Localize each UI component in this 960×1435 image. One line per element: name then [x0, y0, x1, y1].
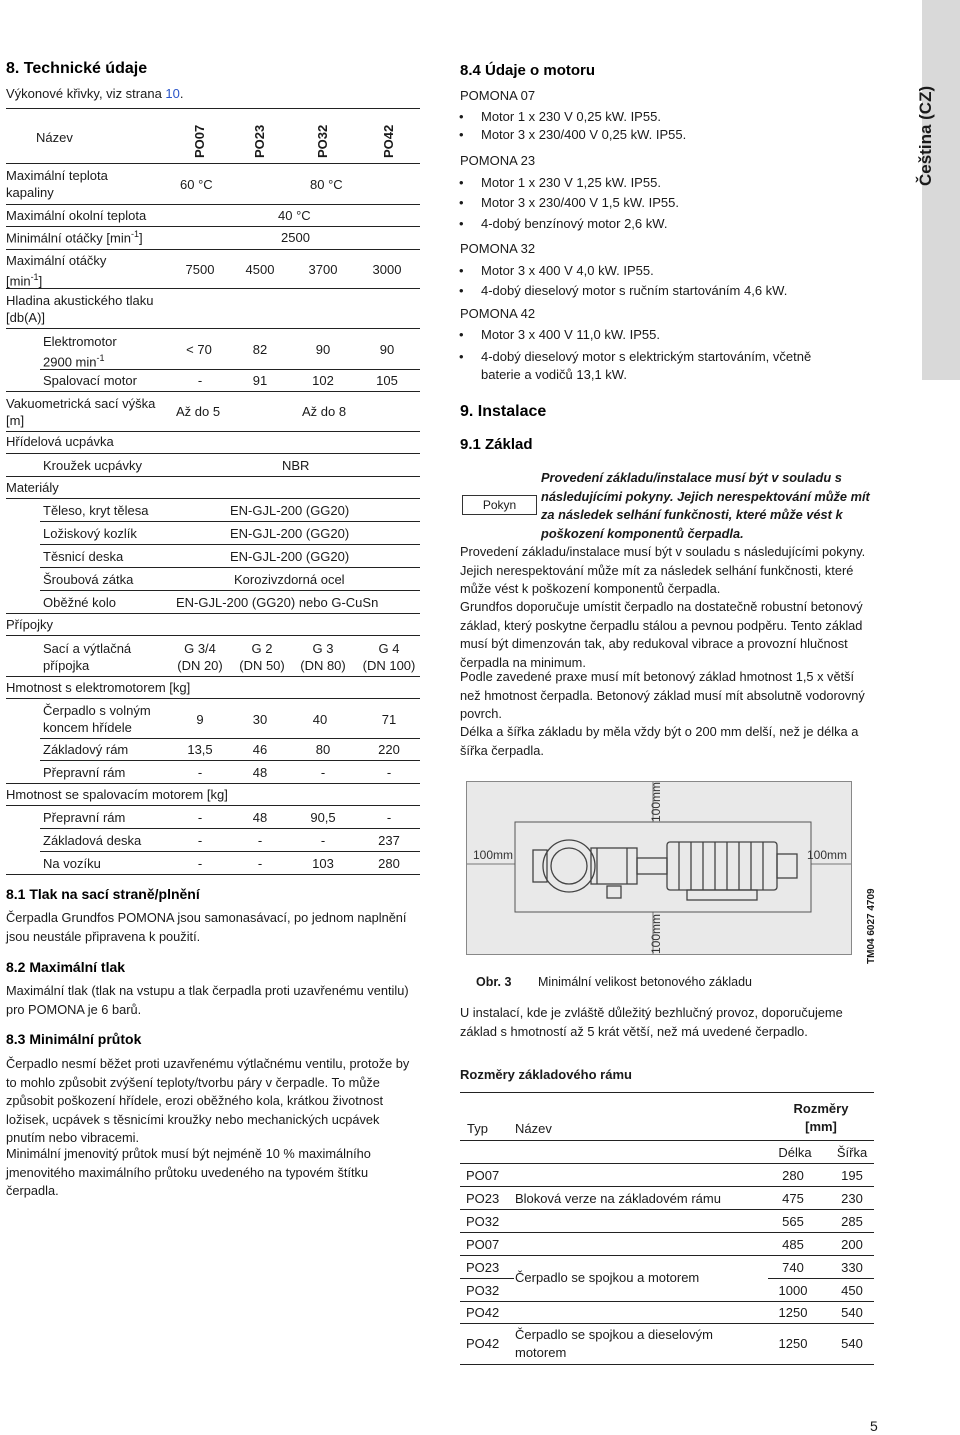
transport-frame2-po42: - — [386, 810, 392, 825]
min-speed-val: 2500 — [281, 230, 310, 245]
row-label-base-plate: Základová deska — [43, 833, 142, 848]
row-length: 1250 — [778, 1336, 808, 1351]
row-label-suction-discharge: Sací a výtlačná přípojka — [43, 641, 132, 673]
row-label-max-ambient: Maximální okolní teplota — [6, 208, 147, 223]
list-item: • Motor 3 x 230/400 V 0,25 kW. IP55. — [481, 127, 686, 142]
table-rule — [6, 498, 420, 499]
col-header-po42: PO42 — [381, 124, 396, 158]
language-tab-label: Čeština (CZ) — [916, 85, 935, 186]
row-label-bearing: Ložiskový kozlík — [43, 526, 137, 541]
min-speed-label-text: Minimální otáčky [min — [6, 230, 131, 246]
row-length: 475 — [782, 1191, 804, 1206]
row-width: 540 — [841, 1336, 863, 1351]
max-speed-label-line1: Maximální otáčky — [6, 253, 107, 268]
electromotor-label-text: 2900 min — [43, 354, 97, 370]
min-speed-close: ] — [139, 230, 143, 246]
conn-po42-thread: G 4 — [378, 641, 400, 656]
header-dimensions: Rozměry [mm] — [793, 1101, 849, 1134]
suction-others: Až do 8 — [302, 404, 347, 419]
row-label-free-shaft: Čerpadlo s volným koncem hřídele — [43, 703, 151, 735]
trolley-po23: - — [257, 856, 263, 871]
row-width: 285 — [841, 1214, 863, 1229]
max-speed-po32: 3700 — [308, 262, 338, 277]
section-heading-8-1: 8.1 Tlak na sací straně/plnění — [6, 886, 200, 902]
row-label-max-speed — [6, 252, 106, 289]
row-length: 485 — [782, 1237, 804, 1252]
transport-frame2-po32: 90,5 — [310, 810, 336, 825]
foundation-para-3: Podle zavedené praxe musí mít betonový základ hmotnost 1,5 x větší než hmotnost čerpadla. Betonový základ musí mít absolutně vodorovný povrch. — [460, 669, 865, 722]
page-number: 5 — [870, 1418, 878, 1434]
max-speed-po07: 7500 — [185, 262, 215, 277]
table-rule — [6, 783, 420, 784]
row-label-body: Těleso, kryt tělesa — [43, 503, 149, 518]
conn-po32-dn: (DN 80) — [300, 658, 346, 673]
row-width: 540 — [841, 1305, 863, 1320]
table-rule — [6, 249, 420, 250]
row-label-impeller: Oběžné kolo — [43, 595, 116, 610]
group-title-pomona42: POMONA 42 — [460, 306, 536, 321]
row-length: 740 — [782, 1260, 804, 1275]
table-rule — [460, 1301, 874, 1302]
curves-reference-suffix: . — [179, 86, 184, 101]
conn-po32-thread: G 3 — [312, 641, 334, 656]
section-heading-8-2: 8.2 Maximální tlak — [6, 959, 126, 975]
row-type: PO23 — [466, 1191, 500, 1206]
dim-bottom: 100mm — [649, 913, 663, 954]
section-heading-8: 8. Technické údaje — [6, 60, 148, 77]
row-type: PO07 — [466, 1237, 500, 1252]
row-width: 230 — [841, 1191, 863, 1206]
row-name-coupling: Čerpadlo se spojkou a motorem — [515, 1270, 700, 1285]
base-frame-po32: 80 — [315, 742, 331, 757]
noise-cm-po32: 102 — [312, 373, 334, 388]
conn-po23 — [232, 640, 292, 674]
header-width: Šířka — [836, 1145, 868, 1160]
row-label-min-speed — [6, 229, 143, 245]
electromotor-label-line2 — [43, 350, 117, 370]
row-type: PO32 — [466, 1214, 500, 1229]
list-item: • 4-dobý benzínový motor 2,6 kW. — [481, 216, 667, 231]
noise-cm-po07: - — [197, 373, 203, 388]
free-shaft-po32: 40 — [312, 712, 328, 727]
row-label-electromotor — [43, 333, 117, 370]
noise-em-po23: 82 — [252, 342, 268, 357]
section-8-3-text-1: Čerpadlo nesmí běžet proti uzavřenému výtlačnému ventilu, protože by to mohlo způsobit zvýšení teploty/tvorbu páry v čerpadle. To může způsobit poškození hřídele, erozi oběžného kola, krátkou životnost ložisek, ucpávek s těsnicími kroužky nebo mechanických ucpávek pnutím nebo vibracemi. — [6, 1056, 410, 1146]
col-header-po32: PO32 — [315, 124, 330, 158]
list-item: • Motor 1 x 230 V 1,25 kW. IP55. — [481, 175, 661, 190]
suction-po07: Až do 5 — [176, 404, 221, 419]
section-heading-8-4: 8.4 Údaje o motoru — [460, 62, 596, 79]
foundation-para-1: Provedení základu/instalace musí být v souladu s následujícími pokyny. Jejich nerespektování může mít za následek selhání funkčnosti, které může vést k poškození komponentů čerpadla. — [460, 544, 866, 597]
table-rule — [6, 108, 420, 109]
trolley-po32: 103 — [312, 856, 334, 871]
table-rule — [460, 1186, 874, 1187]
row-label-noise: Hladina akustického tlaku [db(A)] — [6, 293, 154, 325]
table-rule — [6, 698, 420, 699]
table-rule — [40, 851, 420, 852]
foundation-para-5: U instalací, kde je zvláště důležitý bezhlučný provoz, doporučujeme základ s hmotností až 5 krát větší, než má uvedené čerpadlo. — [460, 1005, 843, 1039]
section-8-2-text: Maximální tlak (tlak na vstupu a tlak čerpadla proti uzavřenému ventilu) pro POMONA je 6 barů. — [6, 983, 409, 1017]
row-length: 280 — [782, 1168, 804, 1183]
row-type: PO32 — [466, 1283, 500, 1298]
row-type: PO07 — [466, 1168, 500, 1183]
foundation-figure — [466, 781, 852, 955]
gasket-val: EN-GJL-200 (GG20) — [230, 549, 350, 564]
noise-cm-po42: 105 — [376, 373, 398, 388]
table-rule — [40, 521, 420, 522]
table-rule — [768, 1278, 874, 1279]
max-temp-po07: 60 °C — [180, 177, 213, 192]
row-type: PO23 — [466, 1260, 500, 1275]
figure-caption: Minimální velikost betonového základu — [538, 975, 753, 989]
section-heading-9: 9. Instalace — [460, 403, 547, 420]
curves-reference — [6, 86, 184, 101]
row-width: 450 — [841, 1283, 863, 1298]
table-rule — [460, 1140, 874, 1141]
max-speed-close: ] — [38, 273, 43, 289]
dim-left: 100mm — [473, 848, 514, 862]
table-rule — [460, 1163, 874, 1164]
row-label-weight-combustion: Hmotnost se spalovacím motorem [kg] — [6, 787, 228, 802]
table-rule — [6, 676, 420, 677]
transport-frame-po32: - — [320, 765, 326, 780]
table-rule — [460, 1255, 874, 1256]
notice-text: Provedení základu/instalace musí být v souladu s následujícími pokyny. Jejich nerespektování může mít za následek selhání funkčnosti, které může vést k poškození komponentů čerpadla. — [541, 470, 870, 541]
header-name: Název — [515, 1121, 552, 1136]
min-speed-sup: -1 — [130, 229, 139, 239]
list-item: • Motor 3 x 400 V 4,0 kW. IP55. — [481, 263, 654, 278]
row-label-shaft-seal: Hřídelová ucpávka — [6, 434, 114, 449]
max-speed-sup: -1 — [30, 272, 39, 282]
row-label-weight-electric: Hmotnost s elektromotorem [kg] — [6, 680, 191, 695]
conn-po23-thread: G 2 — [251, 641, 273, 656]
noise-cm-po23: 91 — [252, 373, 268, 388]
table-rule — [6, 391, 420, 392]
conn-po23-dn: (DN 50) — [239, 658, 285, 673]
table-rule — [6, 163, 420, 164]
base-plate-po32: - — [320, 833, 326, 848]
table-rule — [6, 635, 420, 636]
row-label-max-temp: Maximální teplota kapaliny — [6, 168, 108, 200]
row-label-transport-frame-2: Přepravní rám — [43, 810, 126, 825]
table-rule — [40, 760, 420, 761]
table-rule — [6, 805, 420, 806]
table-rule — [460, 1278, 514, 1279]
row-label-connections: Přípojky — [6, 617, 53, 632]
max-speed-po23: 4500 — [245, 262, 275, 277]
list-item: • Motor 1 x 230 V 0,25 kW. IP55. — [481, 109, 661, 124]
base-plate-po23: - — [257, 833, 263, 848]
trolley-po07: - — [197, 856, 203, 871]
base-plate-po42: 237 — [378, 833, 400, 848]
group-title-pomona07: POMONA 07 — [460, 88, 536, 103]
section-8-3-text-2: Minimální jmenovitý průtok musí být nejméně 10 % maximálního jmenovitého maximálního průtoku uvedeného na typovém štítku čerpadla. — [6, 1146, 371, 1199]
noise-em-po42: 90 — [379, 342, 395, 357]
row-label-suction: Vakuometrická sací výška [m] — [6, 396, 156, 428]
conn-po42 — [356, 640, 422, 674]
dim-top: 100mm — [649, 781, 663, 822]
base-plate-po07: - — [197, 833, 203, 848]
conn-po07 — [170, 640, 230, 674]
table-rule — [6, 453, 420, 454]
base-frame-po23: 46 — [252, 742, 268, 757]
bearing-val: EN-GJL-200 (GG20) — [230, 526, 350, 541]
transport-frame2-po23: 48 — [252, 810, 268, 825]
col-header-name: Název — [36, 130, 73, 145]
dim-right: 100mm — [807, 848, 848, 862]
list-item: • 4-dobý dieselový motor s elektrickým startováním, včetně baterie a vodičů 13,1 kW. — [481, 348, 853, 384]
foundation-para-2: Grundfos doporučuje umístit čerpadlo na dostatečně robustní betonový základ, který poskytne čerpadlu stálou a pevnou podpěru. Tento základ musí být dimenzován tak, aby redukoval vibrace a provozní hlučnost čerpadla na minimum. — [460, 599, 863, 670]
base-frame-po42: 220 — [378, 742, 400, 757]
electromotor-label-line1: Elektromotor — [43, 334, 117, 349]
table-rule — [460, 1364, 874, 1365]
table-rule — [460, 1323, 874, 1324]
table-rule — [40, 567, 420, 568]
curves-reference-prefix: Výkonové křivky, viz strana — [6, 86, 166, 101]
transport-frame-po07: - — [197, 765, 203, 780]
col-header-po07: PO07 — [192, 124, 207, 158]
row-name-block: Bloková verze na základovém rámu — [515, 1191, 721, 1206]
table-rule — [460, 1232, 874, 1233]
max-speed-po42: 3000 — [372, 262, 402, 277]
conn-po07-thread: G 3/4 — [184, 641, 216, 656]
free-shaft-po42: 71 — [381, 712, 397, 727]
max-ambient-val: 40 °C — [278, 208, 311, 223]
row-label-plug: Šroubová zátka — [43, 572, 134, 587]
list-item: • Motor 3 x 400 V 11,0 kW. IP55. — [481, 327, 660, 342]
header-length: Délka — [778, 1145, 812, 1160]
row-length: 1000 — [778, 1283, 808, 1298]
table-rule — [40, 369, 420, 370]
page-link[interactable]: 10 — [165, 86, 180, 101]
table-rule — [6, 476, 420, 477]
row-label-materials: Materiály — [6, 480, 59, 495]
table-rule — [6, 874, 420, 875]
free-shaft-po07: 9 — [196, 712, 204, 727]
table-rule — [460, 1209, 874, 1210]
row-length: 1250 — [778, 1305, 808, 1320]
foundation-para-4: Délka a šířka základu by měla vždy být o 200 mm delší, než je délka a šířka čerpadla. — [460, 724, 859, 758]
noise-em-po07: < 70 — [186, 342, 212, 357]
base-frame-po07: 13,5 — [187, 742, 213, 757]
col-header-po23: PO23 — [252, 124, 267, 158]
row-type: PO42 — [466, 1305, 500, 1320]
table-rule — [40, 738, 420, 739]
body-val: EN-GJL-200 (GG20) — [230, 503, 350, 518]
row-label-packing-ring: Kroužek ucpávky — [43, 458, 142, 473]
list-item: • 4-dobý dieselový motor s ručním startováním 4,6 kW. — [481, 283, 787, 298]
max-temp-others: 80 °C — [310, 177, 343, 192]
table-rule — [40, 828, 420, 829]
list-item: • Motor 3 x 230/400 V 1,5 kW. IP55. — [481, 195, 679, 210]
group-title-pomona23: POMONA 23 — [460, 153, 536, 168]
plug-val: Korozivzdorná ocel — [234, 572, 345, 587]
row-name-diesel: Čerpadlo se spojkou a dieselovým motorem — [515, 1327, 713, 1360]
table-rule — [40, 590, 420, 591]
language-tab — [922, 0, 960, 380]
table-rule — [40, 544, 420, 545]
noise-em-po32: 90 — [315, 342, 331, 357]
row-width: 195 — [841, 1168, 863, 1183]
row-width: 200 — [841, 1237, 863, 1252]
table-rule — [460, 1092, 874, 1093]
group-title-pomona32: POMONA 32 — [460, 241, 536, 256]
section-heading-9-1: 9.1 Základ — [460, 436, 533, 453]
row-label-transport-frame: Přepravní rám — [43, 765, 126, 780]
table-rule — [6, 613, 420, 614]
conn-po32 — [293, 640, 353, 674]
row-label-gasket: Těsnicí deska — [43, 549, 124, 564]
impeller-val: EN-GJL-200 (GG20) nebo G-CuSn — [176, 595, 379, 610]
row-label-combustion: Spalovací motor — [43, 373, 137, 388]
row-label-base-frame: Základový rám — [43, 742, 129, 757]
header-type: Typ — [467, 1121, 488, 1136]
transport-frame-po23: 48 — [252, 765, 268, 780]
table-rule — [6, 328, 420, 329]
transport-frame2-po07: - — [197, 810, 203, 825]
figure-label: Obr. 3 — [476, 975, 512, 989]
transport-frame-po42: - — [386, 765, 392, 780]
table-rule — [6, 288, 420, 289]
free-shaft-po23: 30 — [252, 712, 268, 727]
electromotor-sup: -1 — [96, 353, 105, 363]
row-type: PO42 — [466, 1336, 500, 1351]
trolley-po42: 280 — [378, 856, 400, 871]
max-speed-label-line2 — [6, 269, 106, 289]
max-speed-label-text: [min — [6, 273, 31, 289]
row-label-trolley: Na vozíku — [43, 856, 101, 871]
figure-code: TM04 6027 4709 — [866, 888, 877, 964]
row-width: 330 — [841, 1260, 863, 1275]
section-8-1-text: Čerpadla Grundfos POMONA jsou samonasávací, po jednom naplnění jsou neustále připravena k použití. — [6, 910, 407, 944]
section-heading-8-3: 8.3 Minimální průtok — [6, 1031, 142, 1047]
frame-dimensions-heading: Rozměry základového rámu — [460, 1067, 632, 1082]
row-length: 565 — [782, 1214, 804, 1229]
notice-badge: Pokyn — [462, 495, 537, 515]
packing-ring-val: NBR — [282, 458, 310, 473]
table-rule — [6, 204, 420, 205]
conn-po42-dn: (DN 100) — [362, 658, 416, 673]
conn-po07-dn: (DN 20) — [177, 658, 223, 673]
table-rule — [6, 226, 420, 227]
table-rule — [6, 431, 420, 432]
